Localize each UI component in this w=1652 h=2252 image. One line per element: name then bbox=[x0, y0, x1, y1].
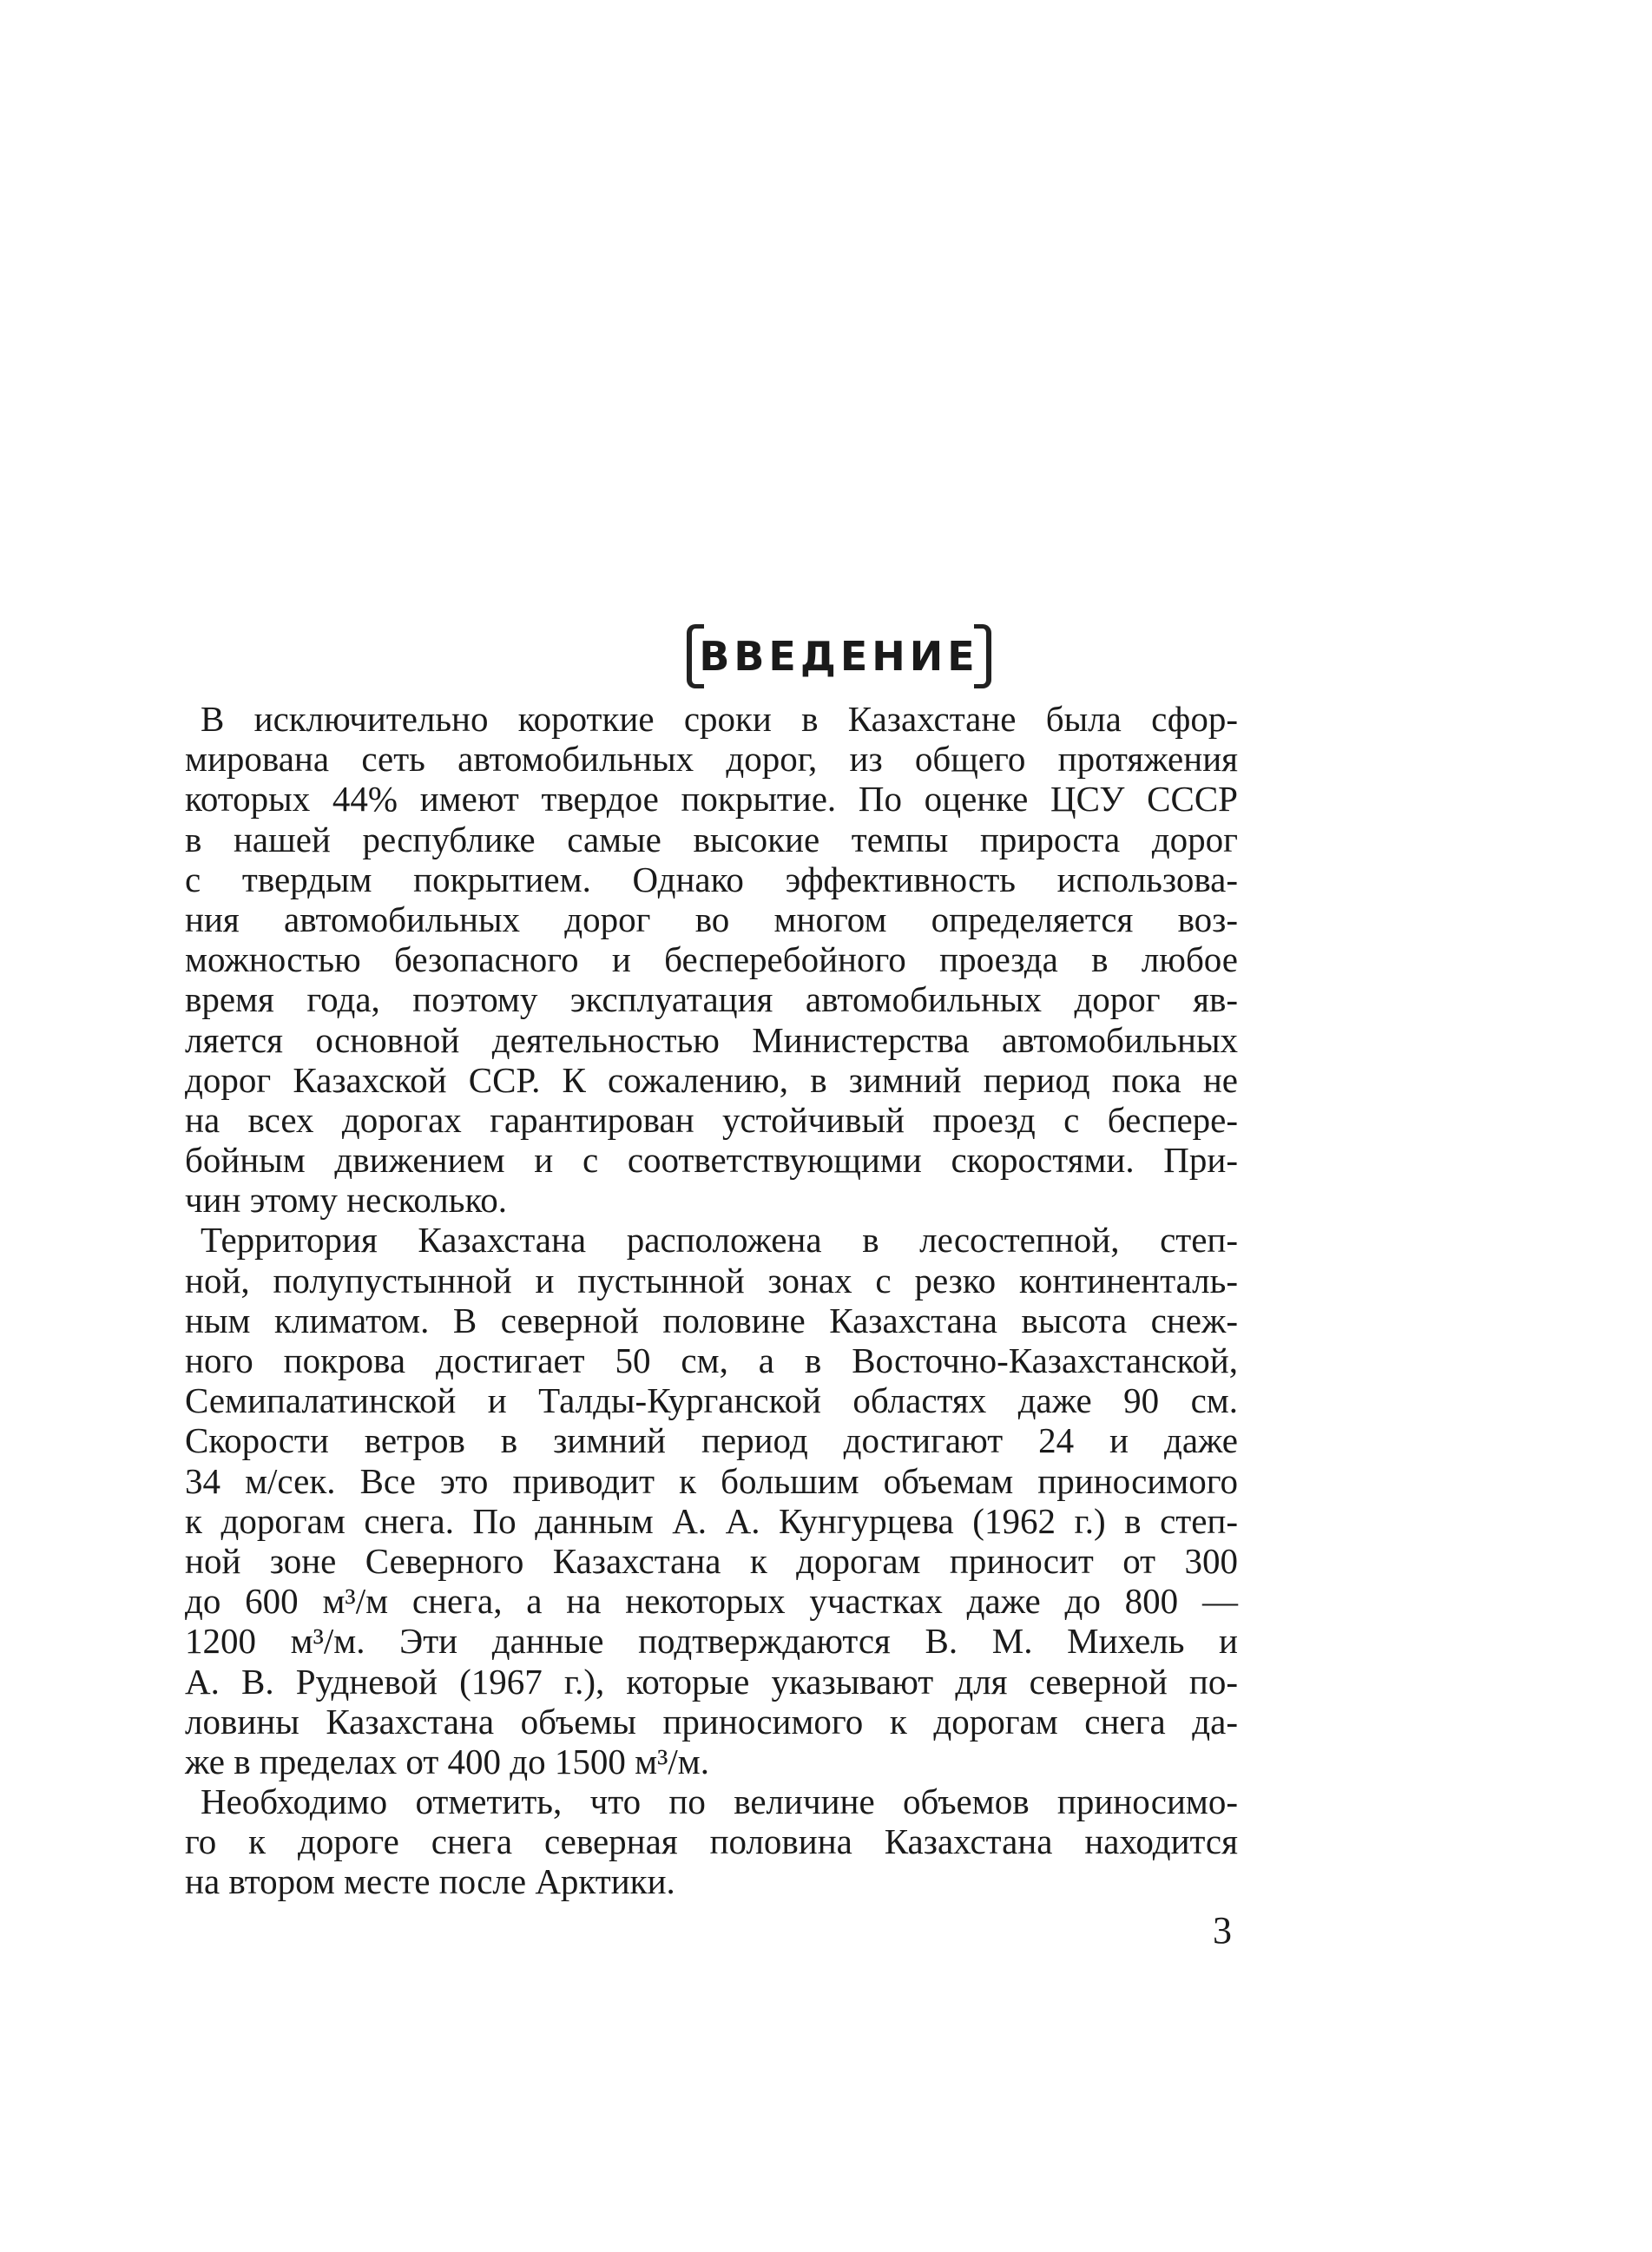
text-line: ляется основной деятельностью Министерства автомобильных bbox=[185, 1019, 1238, 1060]
text-line: которых 44% имеют твердое покрытие. По оценке ЦСУ СССР bbox=[185, 779, 1238, 820]
text-line: с твердым покрытием. Однако эффективность использова- bbox=[185, 859, 1238, 899]
text-line: ного покрова достигает 50 см, а в Восточно-Казахстанской, bbox=[185, 1340, 1238, 1380]
text-line: ной, полупустынной и пустынной зонах с резко континенталь- bbox=[185, 1260, 1238, 1300]
paragraph bbox=[185, 699, 1238, 1220]
text-line: 1200 м³/м. Эти данные подтверждаются В. М. Михель и bbox=[185, 1621, 1238, 1662]
text-line: на всех дорогах гарантирован устойчивый проезд с беспере- bbox=[185, 1099, 1238, 1140]
text-line: же в пределах от 400 до 1500 м³/м. bbox=[185, 1741, 709, 1781]
text-line: А. В. Рудневой (1967 г.), которые указывают для северной по- bbox=[185, 1661, 1238, 1702]
text-line: ния автомобильных дорог во многом определяется воз- bbox=[185, 899, 1238, 939]
text-line: Необходимо отметить, что по величине объемов приносимо- bbox=[201, 1781, 1238, 1822]
text-line: на втором месте после Арктики. bbox=[185, 1861, 675, 1902]
text-line: го к дороге снега северная половина Казахстана находится bbox=[185, 1821, 1238, 1862]
text-line: время года, поэтому эксплуатация автомобильных дорог яв- bbox=[185, 979, 1238, 1020]
section-heading: ВВЕДЕНИЕ bbox=[699, 633, 979, 680]
text-line: чин этому несколько. bbox=[185, 1180, 508, 1221]
text-line: ной зоне Северного Казахстана к дорогам приносит от 300 bbox=[185, 1540, 1238, 1581]
heading-frame bbox=[687, 621, 991, 688]
text-line: ловины Казахстана объемы приносимого к дорогам снега да- bbox=[185, 1701, 1238, 1742]
paragraph bbox=[185, 1220, 1238, 1781]
text-line: бойным движением и с соответствующими скоростями. При- bbox=[185, 1140, 1238, 1181]
text-line: Скорости ветров в зимний период достигают 24 и даже bbox=[185, 1420, 1238, 1461]
text-line: Территория Казахстана расположена в лесостепной, степ- bbox=[201, 1220, 1238, 1261]
text-line: можностью безопасного и бесперебойного проезда в любое bbox=[185, 939, 1238, 980]
body-text bbox=[185, 699, 1238, 1902]
text-line: В исключительно короткие сроки в Казахстане была сфор- bbox=[201, 699, 1238, 739]
paragraph bbox=[185, 1781, 1238, 1902]
text-line: ным климатом. В северной половине Казахстана высота снеж- bbox=[185, 1300, 1238, 1340]
text-line: до 600 м³/м снега, а на некоторых участках даже до 800 — bbox=[185, 1581, 1238, 1622]
page-number: 3 bbox=[1213, 1909, 1232, 1952]
text-line: к дорогам снега. По данным А. А. Кунгурцева (1962 г.) в степ- bbox=[185, 1500, 1238, 1541]
text-line: мирована сеть автомобильных дорог, из общего протяжения bbox=[185, 739, 1238, 780]
heading-container bbox=[0, 621, 1652, 688]
text-line: 34 м/сек. Все это приводит к большим объемам приносимого bbox=[185, 1460, 1238, 1501]
text-line: дорог Казахской ССР. К сожалению, в зимний период пока не bbox=[185, 1059, 1238, 1100]
text-line: в нашей республике самые высокие темпы прироста дорог bbox=[185, 819, 1238, 859]
text-line: Семипалатинской и Талды-Курганской областях даже 90 см. bbox=[185, 1380, 1238, 1421]
